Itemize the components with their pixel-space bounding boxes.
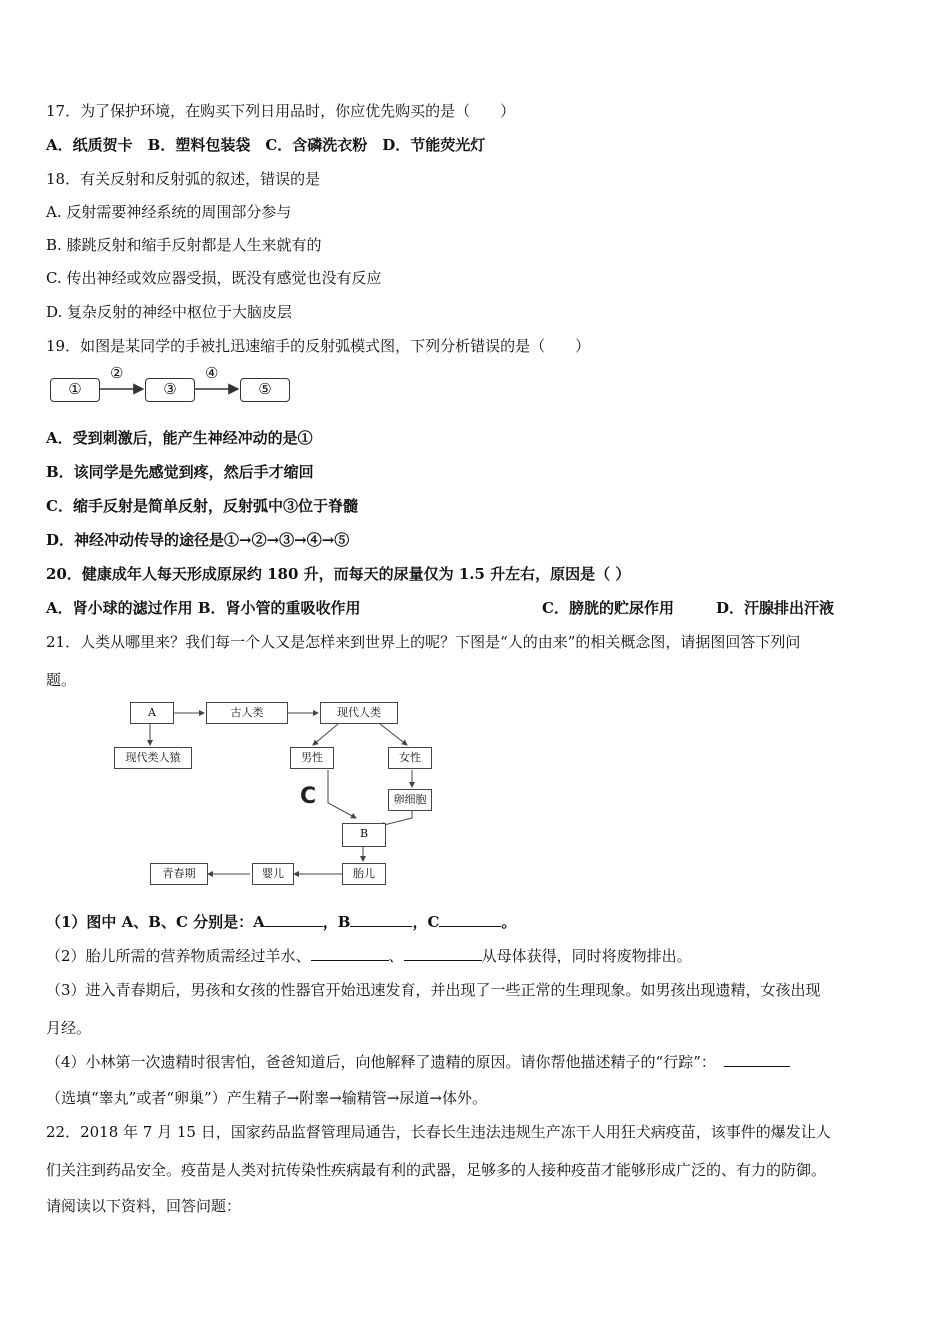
q17-options: A．纸质贺卡 B．塑料包装袋 C．含磷洗衣粉 D．节能荧光灯 [46,136,486,154]
q21-part1-end: 。 [501,913,517,931]
q21-stem-line2: 题。 [46,671,77,689]
q22-line1: 22．2018 年 7 月 15 日，国家药品监督管理局通告，长春长生违法违规生产冻干人用狂犬病疫苗，该事件的爆发让人 [46,1123,831,1141]
q19-stem: 19．如图是某同学的手被扎迅速缩手的反射弧模式图，下列分析错误的是（ ） [46,337,591,355]
q21-stem-line1: 21．人类从哪里来？我们每一个人又是怎样来到世界上的呢？下图是“人的由来”的相关概念图，请据图回答下列问 [46,633,801,651]
q21-part2-end: 从母体获得，同时将废物排出。 [481,947,692,965]
q21-part2-sep: 、 [388,947,404,965]
node-modern-ape: 现代类人猿 [114,747,192,769]
q20-option-ab: A．肾小球的滤过作用 B．肾小管的重吸收作用 [46,599,361,617]
q21-part4-text: （4）小林第一次遗精时很害怕，爸爸知道后，向他解释了遗精的原因。请你帮他描述精子的“行踪”： [46,1053,716,1071]
q19-option-a: A．受到刺激后，能产生神经冲动的是① [46,429,313,447]
diagram-box-3: ③ [145,378,195,402]
q20-option-d: D．汗腺排出汗液 [716,599,835,617]
q18-stem: 18．有关反射和反射弧的叙述，错误的是 [46,170,321,188]
q18-option-a: A. 反射需要神经系统的周围部分参与 [46,203,292,221]
q21-part2 [46,946,692,966]
q18-option-b: B. 膝跳反射和缩手反射都是人生来就有的 [46,236,322,254]
node-modern-human: 现代人类 [320,702,398,724]
q21-part4-line2: （选填“睾丸”或者“卵巢”）产生精子→附睾→输精管→尿道→体外。 [46,1089,487,1107]
diagram-label-2: ② [110,364,124,382]
reflex-arc-diagram [46,364,296,408]
answer-blank-b[interactable] [350,926,412,927]
q19-option-b: B．该同学是先感觉到疼，然后手才缩回 [46,463,314,481]
answer-blank-nutrient-1[interactable] [311,960,389,961]
q18-option-d: D. 复杂反射的神经中枢位于大脑皮层 [46,303,293,321]
q21-part4-line1 [46,1052,790,1072]
q21-part3-line1: （3）进入青春期后，男孩和女孩的性器官开始迅速发育，并出现了一些正常的生理现象。如男孩出现遗精，女孩出现 [46,981,821,999]
q21-part3-line2: 月经。 [46,1019,92,1037]
q22-line2: 们关注到药品安全。疫苗是人类对抗传染性疾病最有利的武器，足够多的人接种疫苗才能够形成广泛的、有力的防御。 [46,1161,827,1179]
node-a: A [130,702,174,724]
answer-blank-c[interactable] [439,926,501,927]
human-origin-concept-map [110,698,440,890]
diagram-label-4: ④ [205,364,219,382]
q21-part1-text: （1）图中 A、B、C 分别是：A [46,913,265,931]
node-puberty: 青春期 [150,863,208,885]
q21-part2-text: （2）胎儿所需的营养物质需经过羊水、 [46,947,311,965]
node-fetus: 胎儿 [342,863,386,885]
q17-stem: 17．为了保护环境，在购买下列日用品时，你应优先购买的是（ ） [46,102,516,120]
q21-part1-sep2: ，C [412,913,440,931]
node-male: 男性 [290,747,334,769]
q19-option-c: C．缩手反射是简单反射，反射弧中③位于脊髓 [46,497,358,515]
node-infant: 婴儿 [252,863,294,885]
answer-blank-a[interactable] [265,926,323,927]
q18-option-c: C. 传出神经或效应器受损，既没有感觉也没有反应 [46,269,382,287]
node-ancient-human: 古人类 [206,702,288,724]
node-female: 女性 [388,747,432,769]
q19-option-d: D．神经冲动传导的途径是①→②→③→④→⑤ [46,531,350,549]
node-c: C [300,784,317,809]
q21-part1-sep1: ，B [322,913,351,931]
node-egg-cell: 卵细胞 [388,789,432,811]
diagram-box-5: ⑤ [240,378,290,402]
answer-blank-nutrient-2[interactable] [404,960,482,961]
node-b: B [342,823,386,847]
q22-line3: 请阅读以下资料，回答问题： [46,1197,242,1215]
diagram-arrows [46,368,296,408]
q20-stem: 20．健康成年人每天形成原尿约 180 升，而每天的尿量仅为 1.5 升左右，原因是（ ） [46,565,631,583]
diagram-box-1: ① [50,378,100,402]
q20-option-c: C．膀胱的贮尿作用 [542,599,674,617]
q21-part1 [46,912,516,932]
answer-blank-sperm-origin[interactable] [724,1066,790,1067]
